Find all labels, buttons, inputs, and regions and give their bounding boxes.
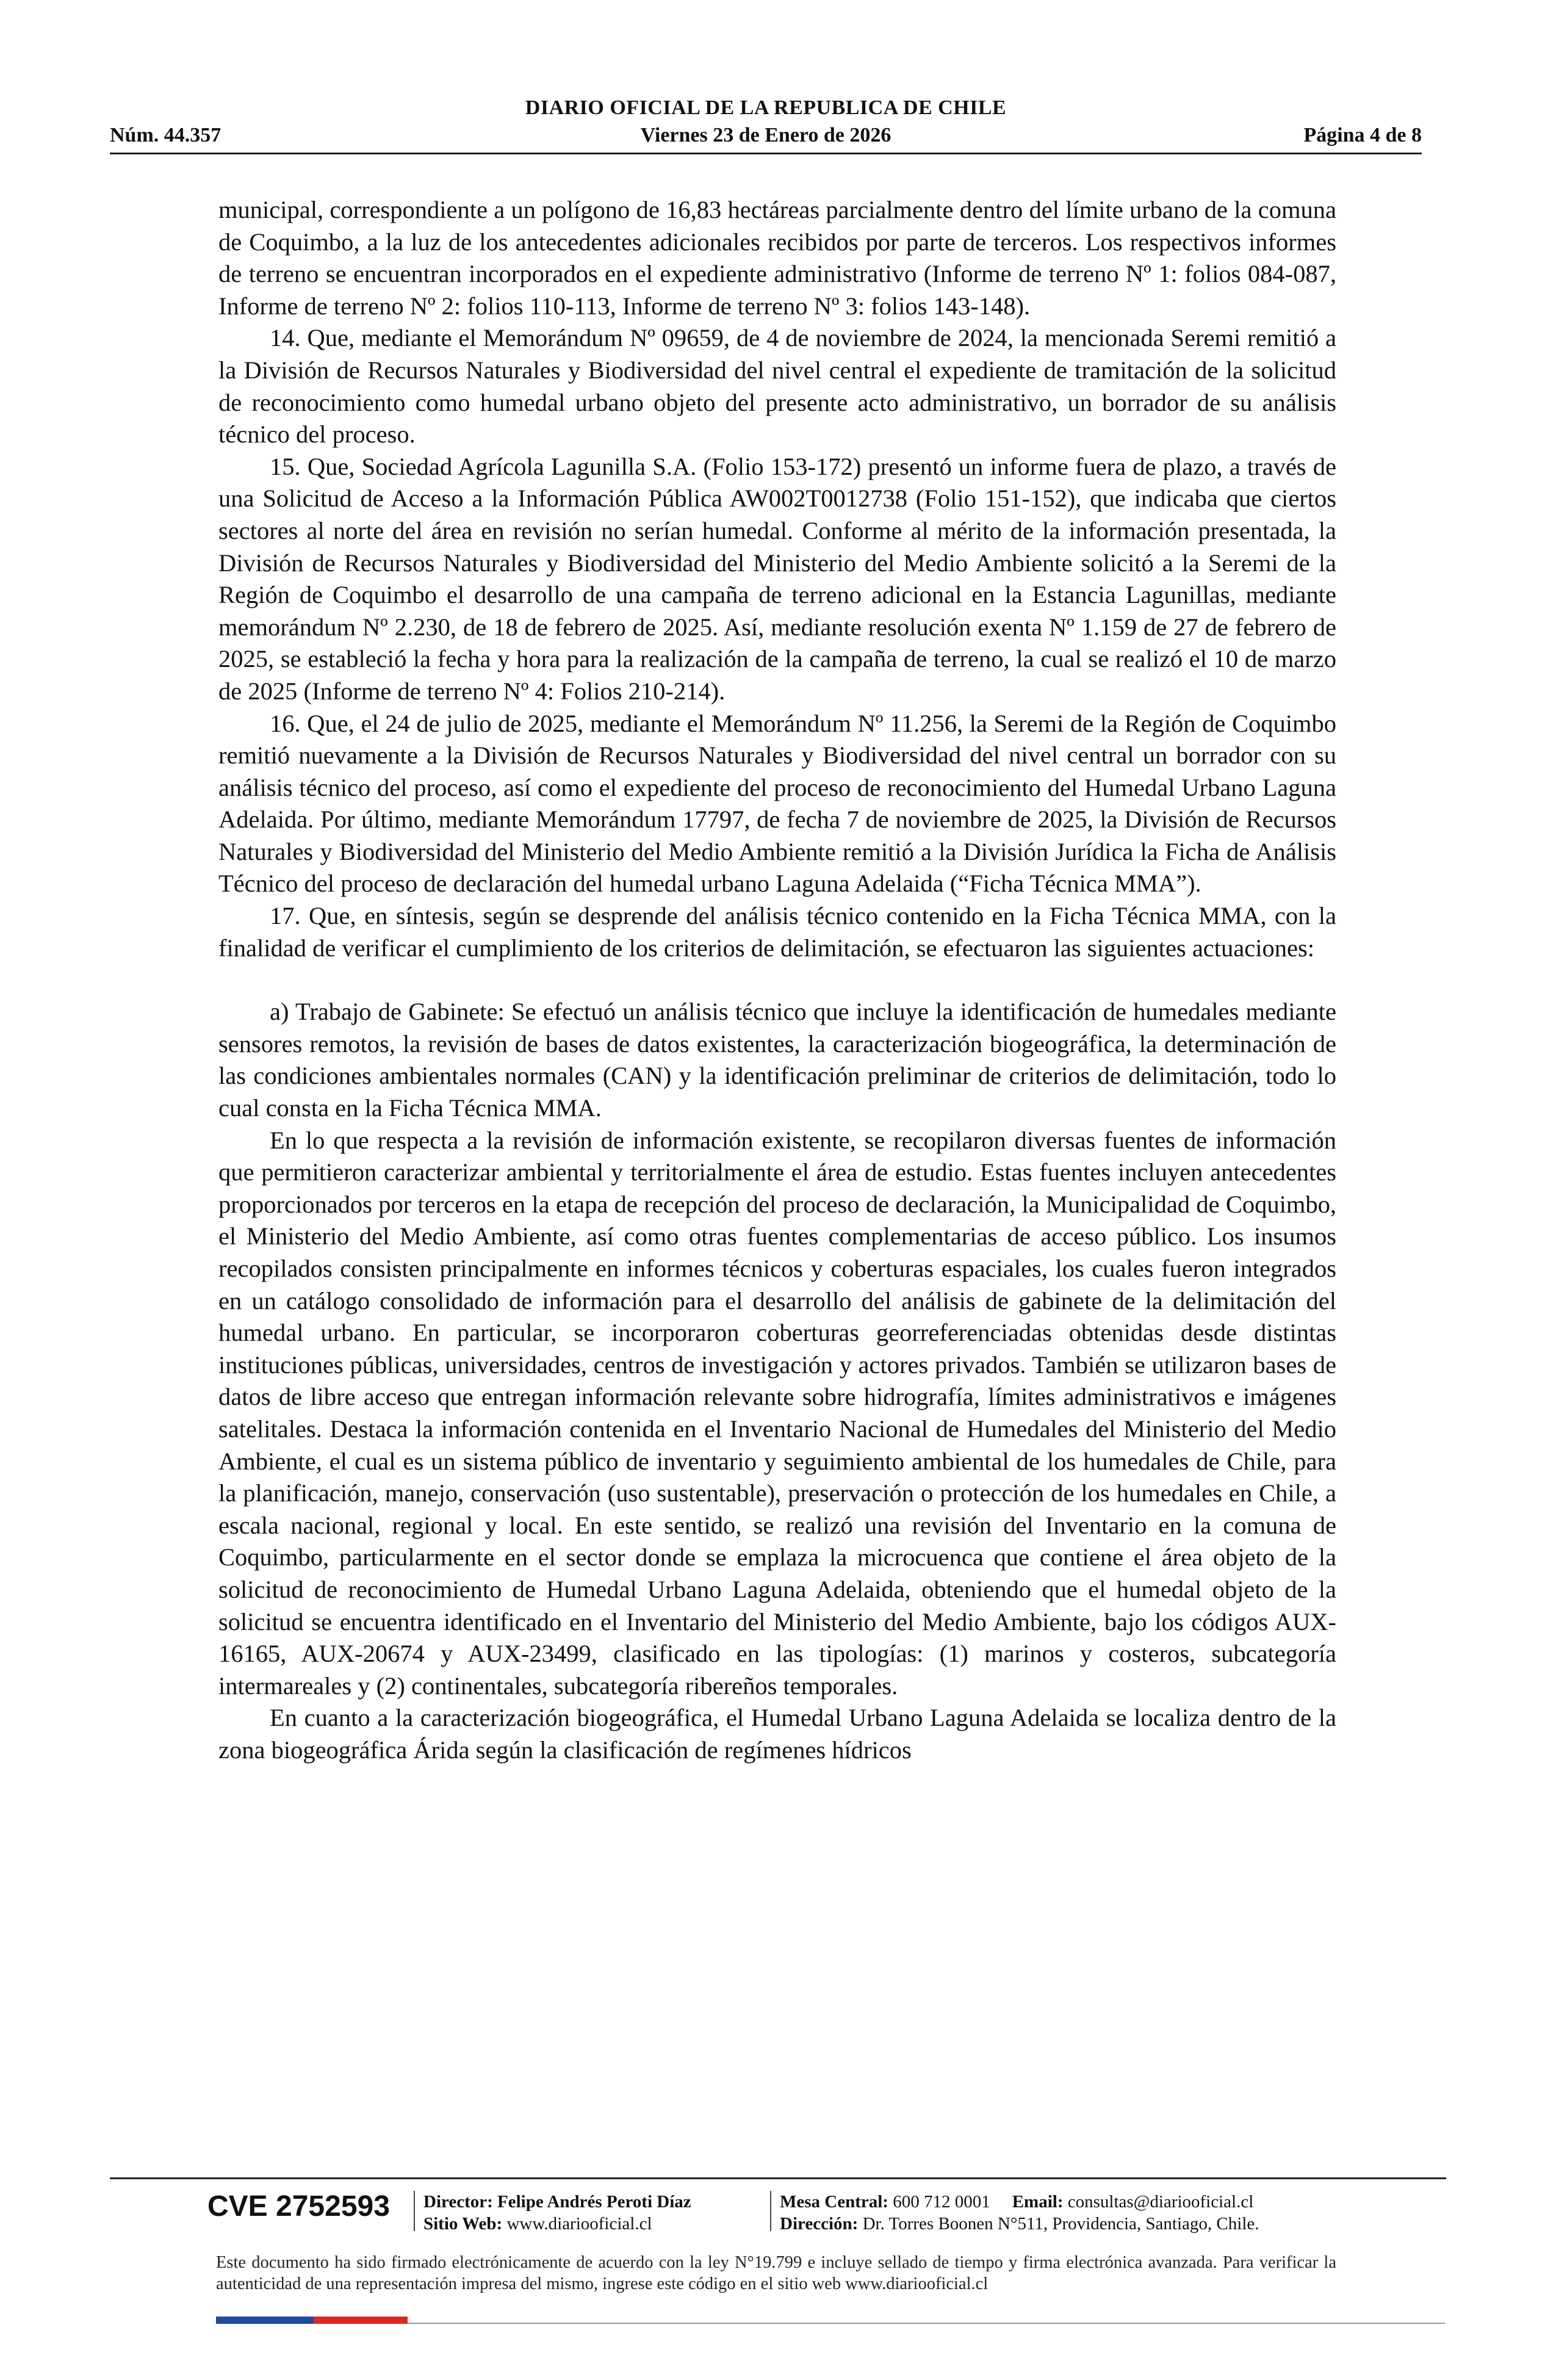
issue-date: Viernes 23 de Enero de 2026: [640, 124, 891, 146]
paragraph: En lo que respecta a la revisión de información existente, se recopilaron diversas fuentes de información que permitieron caracterizar ambiental y territorialmente el área de estudio. Estas fuentes incluyen antecedentes proporcionados por terceros en la etapa de recepción del proceso de declaración, la Municipalidad de Coquimbo, el Ministerio del Medio Ambiente, así como otras fuentes complementarias de acceso público. Los insumos recopilados consisten principalmente en informes técnicos y coberturas espaciales, los cuales fueron integrados en un catálogo consolidado de información para el desarrollo del análisis de gabinete de la delimitación del humedal urbano. En particular, se incorporaron coberturas georreferenciadas obtenidas desde distintas instituciones públicas, universidades, centros de investigación y actores privados. También se utilizaron bases de datos de libre acceso que entregan información relevante sobre hidrografía, límites administrativos e imágenes satelitales. Destaca la información contenida en el Inventario Nacional de Humedales del Ministerio del Medio Ambiente, el cual es un sistema público de inventario y seguimiento ambiental de los humedales de Chile, para la planificación, manejo, conservación (uso sustentable), preservación o protección de los humedales en Chile, a escala nacional, regional y local. En este sentido, se realizó una revisión del Inventario en la comuna de Coquimbo, particularmente en el sector donde se emplaza la microcuenca que contiene el área objeto de la solicitud de reconocimiento de Humedal Urbano Laguna Adelaida, obteniendo que el humedal objeto de la solicitud se encuentra identificado en el Inventario del Ministerio del Medio Ambiente, bajo los códigos AUX-16165, AUX-20674 y AUX-23499, clasificado en las tipologías: (1) marinos y costeros, subcategoría intermareales y (2) continentales, subcategoría ribereños temporales.: [218, 1126, 1336, 1700]
footer-divider: [110, 2177, 1446, 2179]
issue-number: Núm. 44.357: [110, 124, 222, 146]
signature-notice: Este documento ha sido firmado electrónicamente de acuerdo con la ley N°19.799 e incluye sellado de tiempo y firma electrónica avanzada. Para verificar la autenticidad de una representación impresa del mismo, ingrese este código en el sitio web www.diariooficial.cl: [216, 2253, 1336, 2293]
director-name: Felipe Andrés Peroti Díaz: [497, 2192, 691, 2212]
paragraph: 15. Que, Sociedad Agrícola Lagunilla S.A. (Folio 153-172) presentó un informe fuera de plazo, a través de una Solicitud de Acceso a la Información Pública AW002T0012738 (Folio 151-152), que indicaba que ciertos sectores al norte del área en revisión no serían humedal. Conforme al mérito de la información presentada, la División de Recursos Naturales y Biodiversidad del Ministerio del Medio Ambiente solicitó a la Seremi de la Región de Coquimbo el desarrollo de una campaña de terreno adicional en la Estancia Lagunillas, mediante memorándum Nº 2.230, de 18 de febrero de 2025. Así, mediante resolución exenta Nº 1.159 de 27 de febrero de 2025, se estableció la fecha y hora para la realización de la campaña de terreno, la cual se realizó el 10 de marzo de 2025 (Informe de terreno Nº 4: Folios 210-214).: [218, 452, 1336, 705]
cve-code: CVE 2752593: [207, 2190, 390, 2223]
email-link[interactable]: consultas@diariooficial.cl: [1067, 2192, 1254, 2212]
paragraph: 17. Que, en síntesis, según se desprende del análisis técnico contenido en la Ficha Técnica MMA, con la finalidad de verificar el cumplimiento de los criterios de delimitación, se efectuaron las siguientes actuaciones:: [218, 902, 1336, 962]
email-label: Email:: [1012, 2192, 1064, 2212]
footer-contact-block: [780, 2191, 1259, 2235]
publication-title: DIARIO OFICIAL DE LA REPUBLICA DE CHILE: [525, 96, 1007, 119]
footer-director-block: [423, 2191, 691, 2235]
header-divider: [110, 153, 1422, 154]
website-link[interactable]: www.diariooficial.cl: [506, 2214, 652, 2234]
website-label: Sitio Web:: [423, 2214, 503, 2234]
page-header: [110, 92, 1422, 159]
phone-number: 600 712 0001: [893, 2192, 990, 2212]
director-label: Director:: [423, 2192, 493, 2212]
footer-bottom-line: [408, 2323, 1445, 2324]
page-number: Página 4 de 8: [1303, 124, 1422, 146]
flag-red-segment: [314, 2317, 408, 2324]
paragraph: municipal, correspondiente a un polígono de 16,83 hectáreas parcialmente dentro del límite urbano de la comuna de Coquimbo, a la luz de los antecedentes adicionales recibidos por parte de terceros. Los respectivos informes de terreno se encuentran incorporados en el expediente administrativo (Informe de terreno Nº 1: folios 084-087, Informe de terreno Nº 2: folios 110-113, Informe de terreno Nº 3: folios 143-148).: [218, 196, 1336, 320]
phone-label: Mesa Central:: [780, 2192, 888, 2212]
paragraph: 14. Que, mediante el Memorándum Nº 09659, de 4 de noviembre de 2024, la mencionada Seremi remitió a la División de Recursos Naturales y Biodiversidad del nivel central el expediente de tramitación de la solicitud de reconocimiento como humedal urbano objeto del presente acto administrativo, un borrador de su análisis técnico del proceso.: [218, 324, 1336, 449]
document-body: [218, 194, 1336, 1767]
address-text: Dr. Torres Boonen N°511, Providencia, Santiago, Chile.: [862, 2214, 1259, 2234]
flag-color-bar: [216, 2317, 408, 2324]
footer-separator: [414, 2191, 415, 2231]
paragraph: 16. Que, el 24 de julio de 2025, mediante el Memorándum Nº 11.256, la Seremi de la Región de Coquimbo remitió nuevamente a la División de Recursos Naturales y Biodiversidad del nivel central un borrador con su análisis técnico del proceso, así como el expediente del proceso de reconocimiento del Humedal Urbano Laguna Adelaida. Por último, mediante Memorándum 17797, de fecha 7 de noviembre de 2025, la División de Recursos Naturales y Biodiversidad del Ministerio del Medio Ambiente remitió a la División Jurídica la Ficha de Análisis Técnico del proceso de declaración del humedal urbano Laguna Adelaida (“Ficha Técnica MMA”).: [218, 709, 1336, 898]
paragraph: En cuanto a la caracterización biogeográfica, el Humedal Urbano Laguna Adelaida se localiza dentro de la zona biogeográfica Árida según la clasificación de regímenes hídricos: [218, 1704, 1336, 1764]
address-label: Dirección:: [780, 2214, 859, 2234]
flag-blue-segment: [216, 2317, 314, 2324]
footer-separator: [770, 2191, 771, 2231]
paragraph: a) Trabajo de Gabinete: Se efectuó un análisis técnico que incluye la identificación de humedales mediante sensores remotos, la revisión de bases de datos existentes, la caracterización biogeográfica, la determinación de las condiciones ambientales normales (CAN) y la identificación preliminar de criterios de delimitación, todo lo cual consta en la Ficha Técnica MMA.: [218, 998, 1336, 1122]
